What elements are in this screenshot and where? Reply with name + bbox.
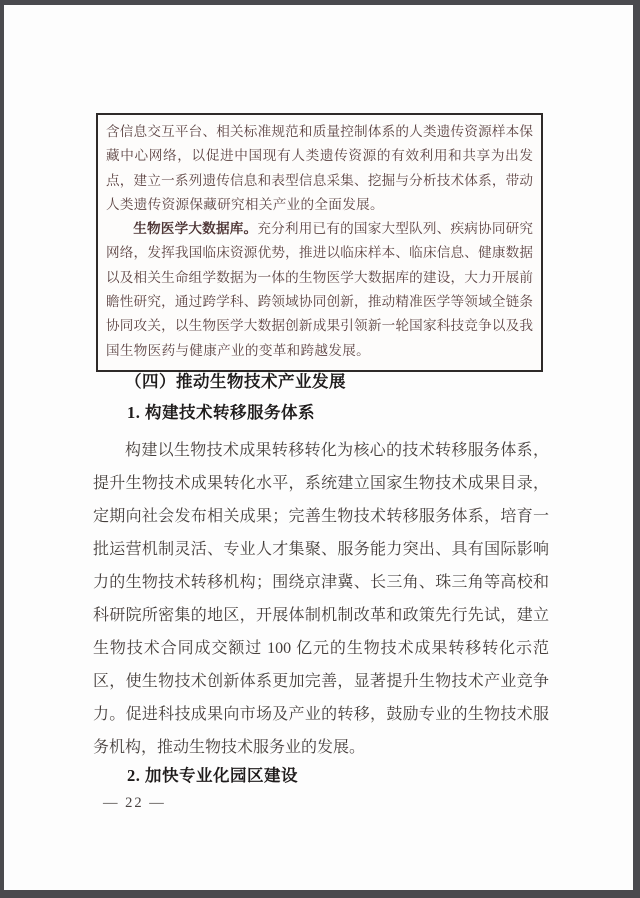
callout-line: 藏中心网络，以促进中国现有人类遗传资源的有效利用和共享为出发 <box>106 148 533 164</box>
document-page <box>4 5 633 890</box>
paragraph-line: 生物技术合同成交额过 100 亿元的生物技术成果转移转化示范 <box>93 640 549 657</box>
callout-line: 以及相关生命组学数据为一体的生物医学大数据库的建设，大力开展前 <box>106 269 533 285</box>
paragraph-line: 力的生物技术转移机构；围绕京津冀、长三角、珠三角等高校和 <box>93 574 549 591</box>
paragraph-line: 提升生物技术成果转化水平，系统建立国家生物技术成果目录， <box>93 475 549 492</box>
callout-line: 含信息交互平台、相关标准规范和质量控制体系的人类遗传资源样本保 <box>106 124 533 139</box>
callout-line: 国生物医药与健康产业的变革和跨越发展。 <box>106 342 370 358</box>
callout-line <box>106 217 533 241</box>
subsection-heading-2: 2. 加快专业化园区建设 <box>127 766 298 785</box>
paragraph-line: 力。促进科技成果向市场及产业的转移，鼓励专业的生物技术服 <box>93 706 549 723</box>
body-paragraph <box>93 434 549 764</box>
paragraph-line: 构建以生物技术成果转移转化为核心的技术转移服务体系， <box>125 442 549 459</box>
page-number: — 22 — <box>103 795 166 811</box>
callout-line: 协同攻关，以生物医学大数据创新成果引领新一轮国家科技竞争以及我 <box>106 318 533 334</box>
callout-lead-rest: 充分利用已有的国家大型队列、疾病协同研究 <box>257 221 534 237</box>
paragraph-line: 区，使生物技术创新体系更加完善，显著提升生物技术产业竞争 <box>93 673 549 690</box>
callout-line: 网络，发挥我国临床资源优势，推进以临床样本、临床信息、健康数据 <box>106 245 533 261</box>
paragraph-line: 批运营机制灵活、专业人才集聚、服务能力突出、具有国际影响 <box>93 541 549 558</box>
paragraph-line: 科研院所密集的地区，开展体制机制改革和政策先行先试，建立 <box>93 607 549 624</box>
callout-lead-term: 生物医学大数据库。 <box>133 221 258 237</box>
paragraph-line: 定期向社会发布相关成果；完善生物技术转移服务体系，培育一 <box>93 508 549 525</box>
callout-line: 瞻性研究，通过跨学科、跨领域协同创新，推动精准医学等领域全链条 <box>106 294 533 310</box>
section-heading: （四）推动生物技术产业发展 <box>125 372 346 391</box>
subsection-heading-1: 1. 构建技术转移服务体系 <box>127 403 315 422</box>
callout-line: 点，建立一系列遗传信息和表型信息采集、挖掘与分析技术体系，带动 <box>106 172 533 188</box>
paragraph-line: 务机构，推动生物技术服务业的发展。 <box>93 739 366 756</box>
callout-line: 人类遗传资源保藏研究相关产业的全面发展。 <box>106 196 384 212</box>
boxed-callout <box>96 113 543 372</box>
